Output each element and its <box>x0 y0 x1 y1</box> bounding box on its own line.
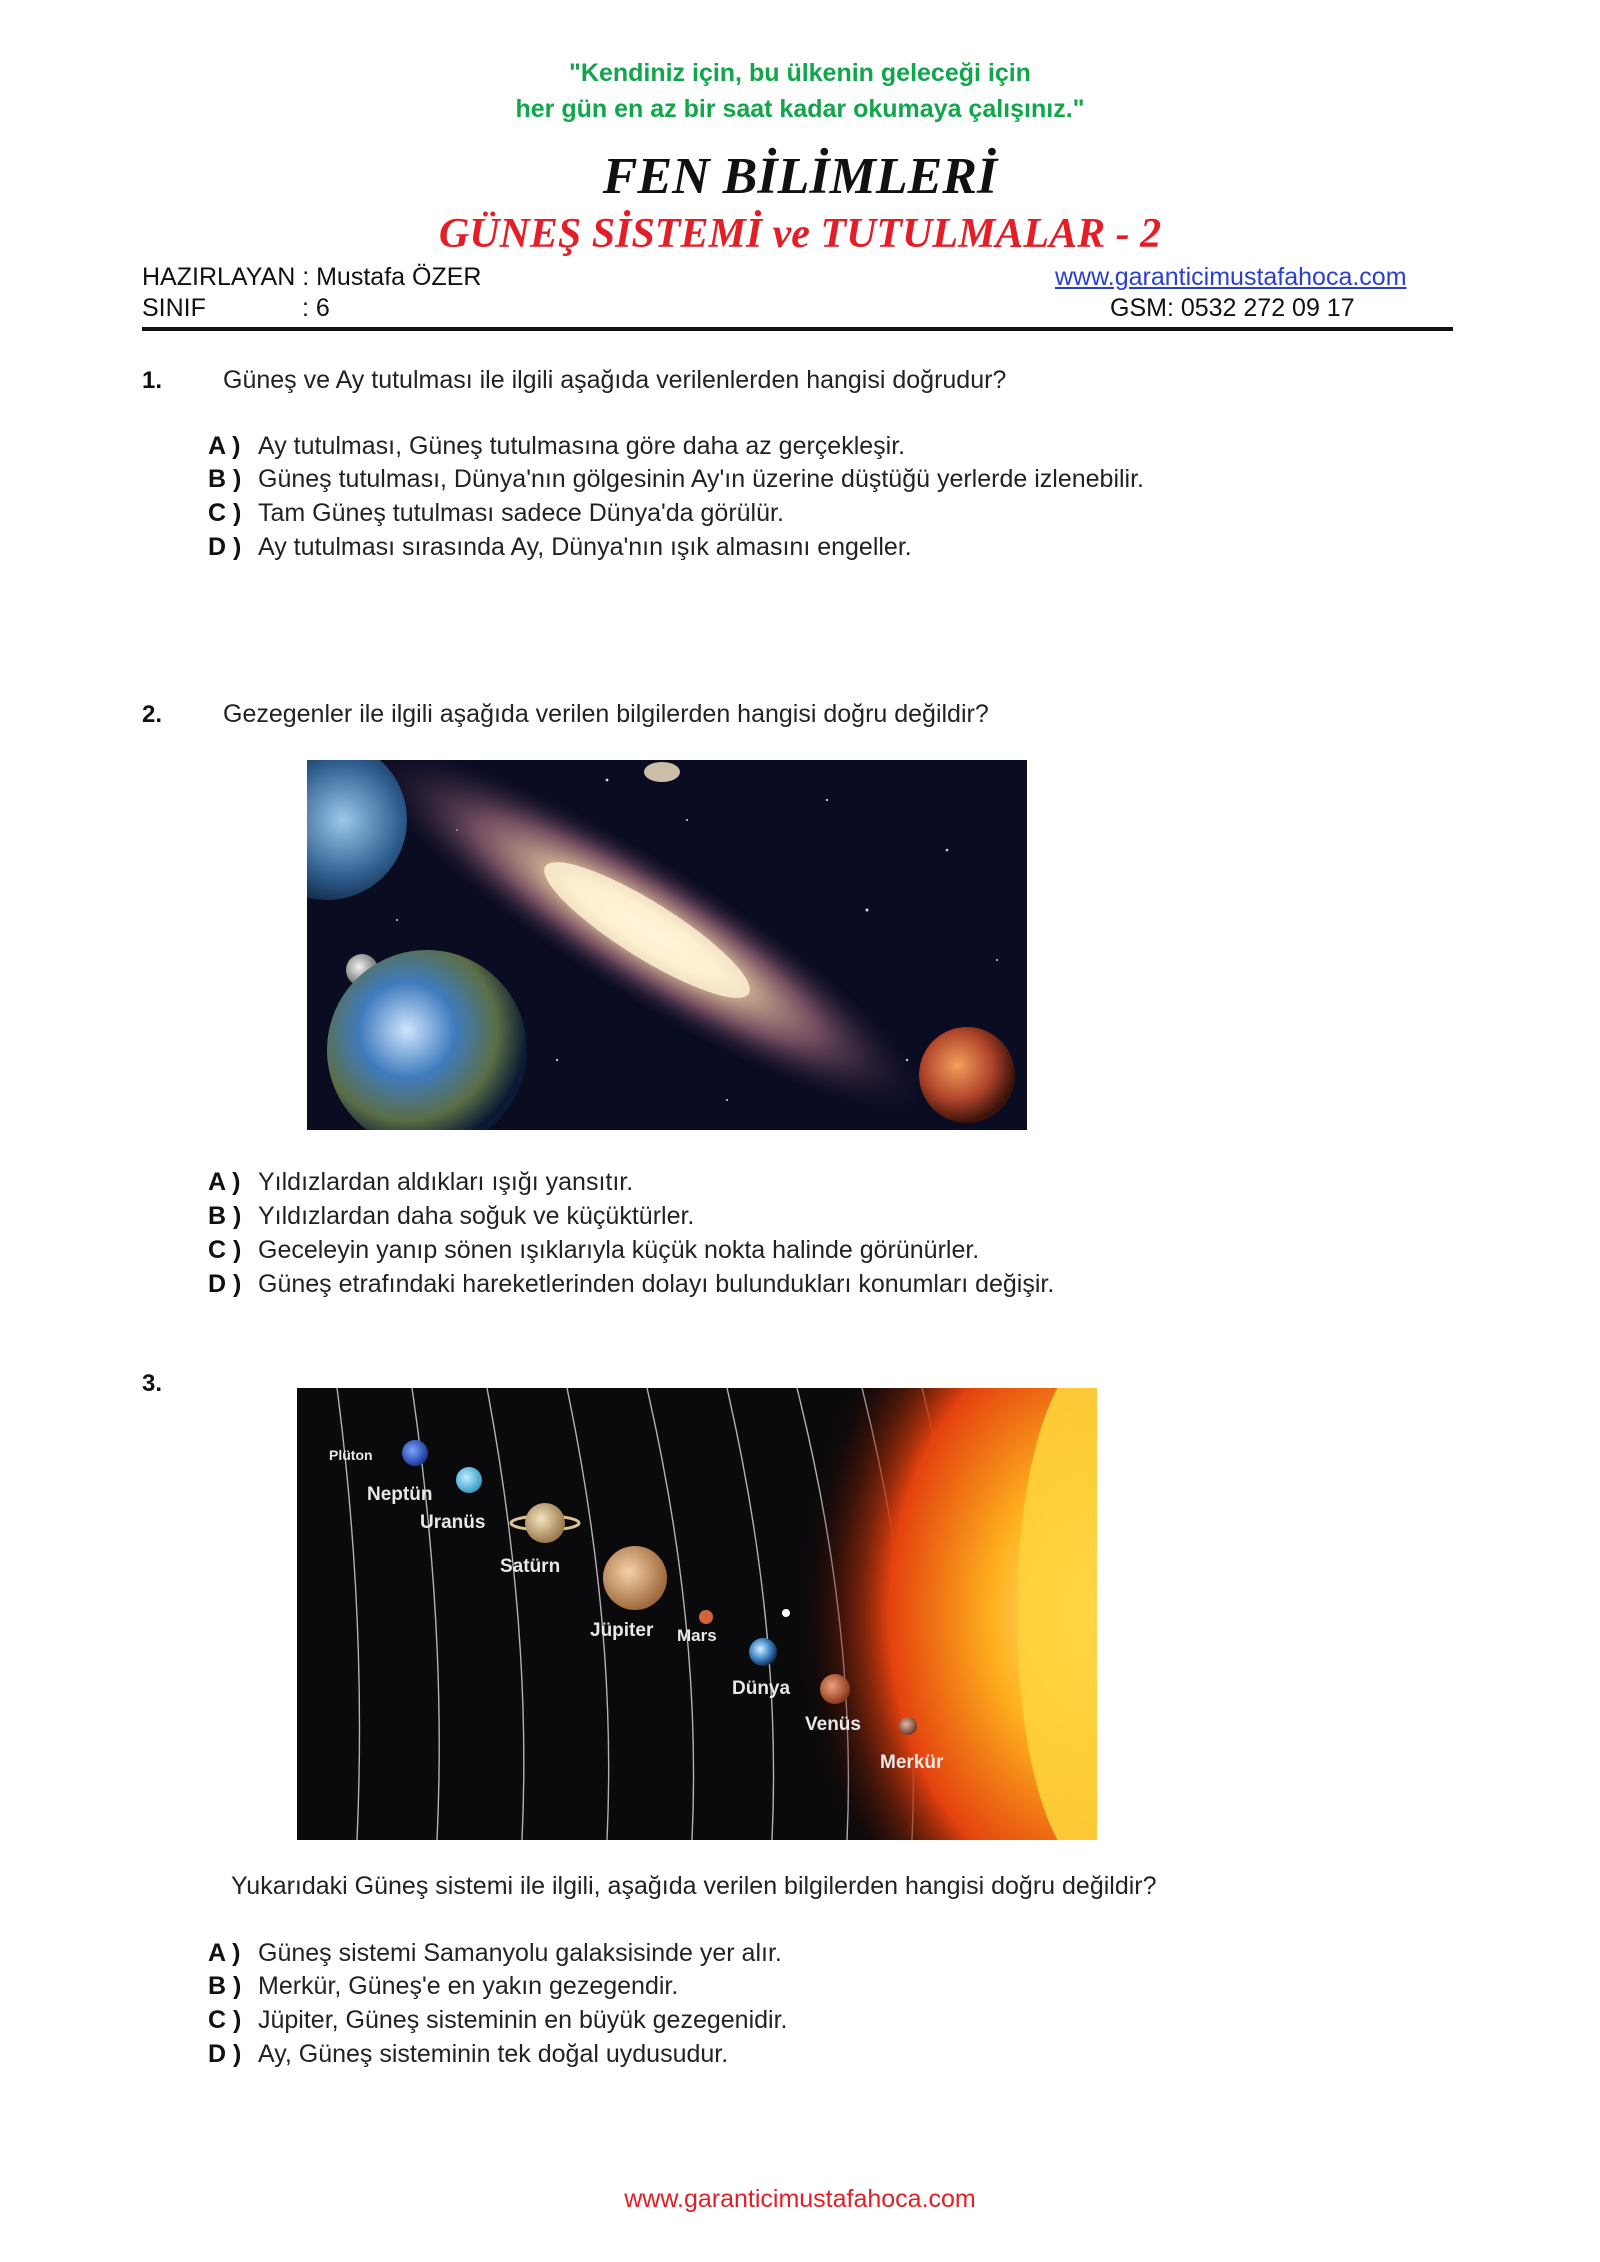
mars-label: Mars <box>677 1626 717 1645</box>
gsm-number: GSM: 0532 272 09 17 <box>1110 294 1355 322</box>
option-text: Yıldızlardan daha soğuk ve küçüktürler. <box>258 1202 695 1230</box>
question-1-text: Güneş ve Ay tutulması ile ilgili aşağıda verilenlerden hangisi doğrudur? <box>223 366 1007 394</box>
question-1-option-a[interactable] <box>208 432 905 461</box>
jupiter-label: Jüpiter <box>590 1620 654 1641</box>
question-3-option-c[interactable] <box>208 2006 787 2035</box>
question-1-option-c[interactable] <box>208 499 784 528</box>
option-text: Yıldızlardan aldıkları ışığı yansıtır. <box>258 1168 634 1196</box>
question-3-text: Yukarıdaki Güneş sistemi ile ilgili, aşağıda verilen bilgilerden hangisi doğru değildir? <box>231 1872 1157 1900</box>
option-letter: B ) <box>208 1972 242 2000</box>
question-2-number: 2. <box>142 701 163 728</box>
motto-line-1: "Kendiniz için, bu ülkenin geleceği için <box>569 59 1031 87</box>
header-divider <box>142 327 1453 331</box>
pluto-label: Plüton <box>329 1447 373 1463</box>
merkur-label: Merkür <box>880 1752 944 1773</box>
question-2-option-d[interactable] <box>208 1270 1054 1299</box>
option-text: Güneş sistemi Samanyolu galaksisinde yer alır. <box>258 1939 782 1967</box>
saturn-label: Satürn <box>500 1556 561 1577</box>
dunya-label: Dünya <box>732 1678 791 1699</box>
question-2-option-b[interactable] <box>208 1202 694 1231</box>
solar-system-image <box>297 1388 1097 1840</box>
uranus-label: Uranüs <box>420 1512 486 1533</box>
class-label: SINIF <box>142 294 206 322</box>
question-1-number: 1. <box>142 367 163 394</box>
option-text: Güneş etrafındaki hareketlerinden dolayı bulundukları konumları değişir. <box>258 1270 1055 1298</box>
class-value: : 6 <box>302 294 330 322</box>
option-letter: C ) <box>208 1236 242 1264</box>
option-letter: D ) <box>208 533 242 561</box>
option-text: Merkür, Güneş'e en yakın gezegendir. <box>258 1972 679 2000</box>
option-text: Tam Güneş tutulması sadece Dünya'da görülür. <box>258 499 784 527</box>
option-text: Ay, Güneş sisteminin tek doğal uydusudur. <box>258 2040 729 2068</box>
option-letter: B ) <box>208 465 242 493</box>
question-2-text: Gezegenler ile ilgili aşağıda verilen bilgilerden hangisi doğru değildir? <box>223 700 989 728</box>
option-text: Geceleyin yanıp sönen ışıklarıyla küçük nokta halinde görünürler. <box>258 1236 980 1264</box>
option-text: Ay tutulması, Güneş tutulmasına göre daha az gerçekleşir. <box>258 432 906 460</box>
question-1-option-d[interactable] <box>208 533 912 562</box>
option-letter: D ) <box>208 1270 242 1298</box>
galaxy-image <box>307 760 1027 1130</box>
option-letter: D ) <box>208 2040 242 2068</box>
question-3-option-b[interactable] <box>208 1972 678 2001</box>
option-letter: C ) <box>208 499 242 527</box>
footer-website-link[interactable]: www.garanticimustafahoca.com <box>624 2185 976 2213</box>
option-letter: A ) <box>208 1168 241 1196</box>
page-subtitle: GÜNEŞ SİSTEMİ ve TUTULMALAR - 2 <box>438 211 1162 257</box>
question-2-option-a[interactable] <box>208 1168 633 1197</box>
option-text: Güneş tutulması, Dünya'nın gölgesinin Ay'ın üzerine düştüğü yerlerde izlenebilir. <box>258 465 1144 493</box>
question-2-option-c[interactable] <box>208 1236 979 1265</box>
website-link[interactable]: www.garanticimustafahoca.com <box>1055 263 1407 291</box>
option-text: Ay tutulması sırasında Ay, Dünya'nın ışık almasını engeller. <box>258 533 912 561</box>
question-3-option-a[interactable] <box>208 1939 782 1968</box>
neptune-label: Neptün <box>367 1484 433 1505</box>
option-letter: C ) <box>208 2006 242 2034</box>
venus-label: Venüs <box>805 1714 861 1735</box>
option-letter: A ) <box>208 432 241 460</box>
option-text: Jüpiter, Güneş sisteminin en büyük gezegenidir. <box>258 2006 788 2034</box>
question-3-option-d[interactable] <box>208 2040 728 2069</box>
question-1-option-b[interactable] <box>208 465 1144 494</box>
option-letter: A ) <box>208 1939 241 1967</box>
question-3-number: 3. <box>142 1370 163 1397</box>
motto-line-2: her gün en az bir saat kadar okumaya çalışınız." <box>515 95 1085 123</box>
page-title: FEN BİLİMLERİ <box>602 148 998 205</box>
prepared-by: HAZIRLAYAN : Mustafa ÖZER <box>142 263 482 291</box>
option-letter: B ) <box>208 1202 242 1230</box>
